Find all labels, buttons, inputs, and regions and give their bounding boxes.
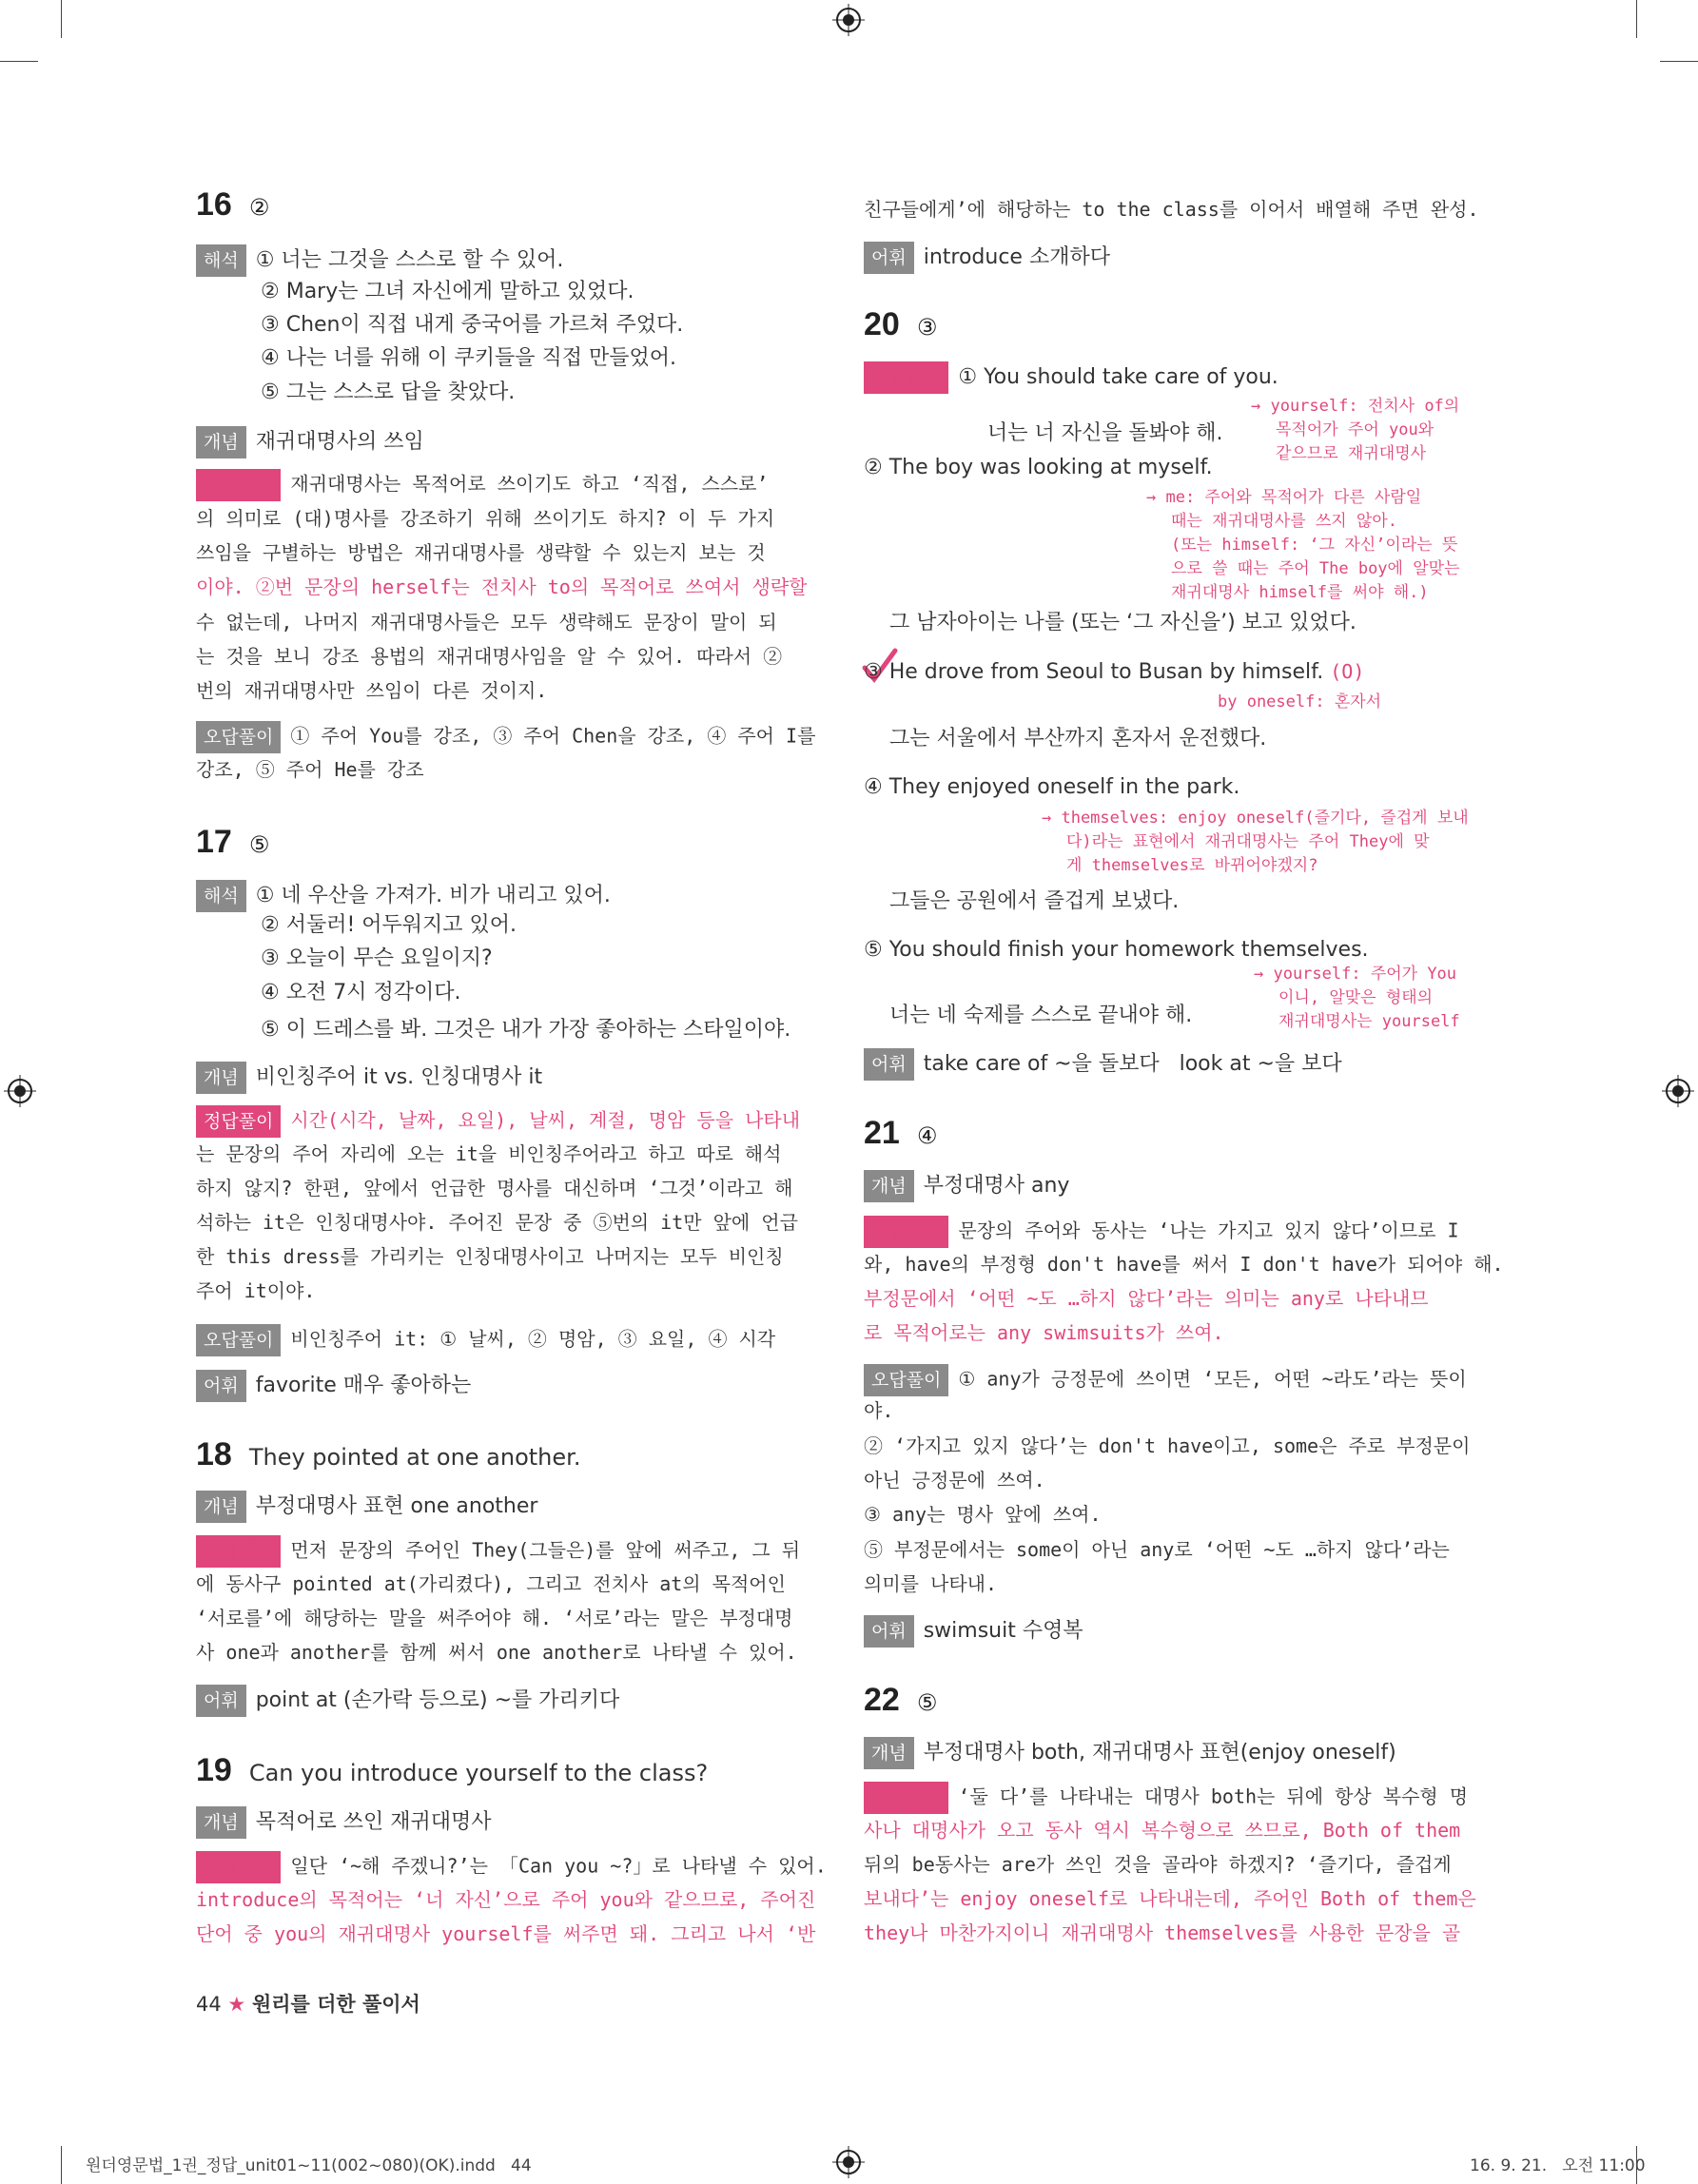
solution-line: 한 this dress를 가리키는 인칭대명사이고 나머지는 모두 비인칭 xyxy=(196,1245,784,1268)
question-answer: Can you introduce yourself to the class? xyxy=(248,1760,709,1786)
question-answer: They pointed at one another. xyxy=(248,1444,581,1471)
sentence-line: 정답풀이 ① You should take care of you. xyxy=(864,361,1278,394)
question-header xyxy=(864,1682,937,1719)
question-header xyxy=(196,1436,580,1473)
tag-concept: 개념 xyxy=(864,1170,914,1202)
tag-translation: 해석 xyxy=(196,880,246,912)
page-number: 44 xyxy=(196,1993,222,2016)
translation-line: ③ 오늘이 무슨 요일이지? xyxy=(261,946,493,970)
solution-line: 주어 it이야. xyxy=(196,1279,316,1302)
question-answer: ③ xyxy=(916,314,938,341)
question-header xyxy=(864,1115,937,1152)
wrong-line: 오답풀이 ① any가 긍정문에 쓰이면 ‘모든, 어떤 ~라도’라는 뜻이 xyxy=(864,1364,1467,1396)
sentence-translation: 그 남자아이는 나를 (또는 ‘그 자신을’) 보고 있었다. xyxy=(889,611,1356,634)
tag-wrong: 오답풀이 xyxy=(196,1324,281,1356)
tag-solution: 정답풀이 xyxy=(196,469,281,501)
solution-line: 단어 중 you의 재귀대명사 yourself를 써주면 돼. 그리고 나서 ‘반 xyxy=(196,1922,816,1945)
handwritten-note: → yourself: 전치사 of의 목적어가 주어 you와 같으므로 재귀대명사 xyxy=(1251,397,1460,463)
translation-line: ⑤ 그는 스스로 답을 찾았다. xyxy=(261,380,516,404)
solution-line: 석하는 it은 인칭대명사야. 주어진 문장 중 ⑤번의 it만 앞에 언급 xyxy=(196,1211,798,1234)
correct-mark: (O) xyxy=(1330,660,1365,683)
solution-line: 정답풀이 재귀대명사는 목적어로 쓰이기도 하고 ‘직접, 스스로’ xyxy=(196,469,768,501)
book-title: 원리를 더한 풀이서 xyxy=(251,1993,420,2016)
handwritten-note: → me: 주어와 목적어가 다른 사람일 때는 재귀대명사를 쓰지 않아. (또는 himself: ‘그 자신’이라는 뜻 으로 쓸 때는 주어 The boy에 알맞는 재귀대명사 himself를 써야 해.) xyxy=(1146,488,1460,602)
tag-solution: 정답풀이 xyxy=(864,1782,948,1814)
tag-concept: 개념 xyxy=(864,1737,914,1769)
translation-line: ④ 오전 7시 정각이다. xyxy=(261,981,461,1004)
solution-line: ‘서로를’에 해당하는 말을 써주어야 해. ‘서로’라는 말은 부정대명 xyxy=(196,1607,793,1629)
vocab-line: 어휘 point at (손가락 등으로) ~를 가리키다 xyxy=(196,1685,619,1717)
crop-mark xyxy=(1636,0,1637,38)
registration-mark-icon xyxy=(1662,1075,1694,1107)
question-header xyxy=(196,824,269,861)
solution-line: 사나 대명사가 오고 동사 역시 복수형으로 쓰므로, Both of them xyxy=(864,1819,1461,1842)
question-number: 17 xyxy=(196,824,232,860)
solution-line: 정답풀이 시간(시각, 날짜, 요일), 날씨, 계절, 명암 등을 나타내 xyxy=(196,1105,800,1138)
wrong-line: 오답풀이 비인칭주어 it: ① 날씨, ② 명암, ③ 요일, ④ 시각 xyxy=(196,1324,775,1356)
solution-line: 는 문장의 주어 자리에 오는 it을 비인칭주어라고 하고 따로 해석 xyxy=(196,1142,782,1165)
translation-line: ⑤ 이 드레스를 봐. 그것은 내가 가장 좋아하는 스타일이야. xyxy=(261,1018,791,1042)
tag-solution: 정답풀이 xyxy=(864,361,948,394)
print-file-info: 원더영문법_1권_정답_unit01~11(002~080)(OK).indd 44 xyxy=(86,2156,532,2175)
crop-mark xyxy=(61,0,62,38)
registration-mark-icon xyxy=(4,1075,36,1107)
sentence-line: ② The boy was looking at myself. xyxy=(864,456,1213,479)
solution-line: 로 목적어로는 any swimsuits가 쓰여. xyxy=(864,1321,1224,1344)
sentence-translation: 너는 너 자신을 돌봐야 해. xyxy=(987,421,1223,445)
vocab-line: 어휘 favorite 매우 좋아하는 xyxy=(196,1370,471,1402)
solution-line: 정답풀이 문장의 주어와 동사는 ‘나는 가지고 있지 않다’이므로 I xyxy=(864,1216,1459,1248)
handwritten-note: → yourself: 주어가 You 이니, 알맞은 형태의 재귀대명사는 yourself xyxy=(1254,965,1460,1031)
tag-solution: 정답풀이 xyxy=(196,1851,281,1883)
wrong-line: ③ any는 명사 앞에 쓰여. xyxy=(864,1503,1102,1526)
concept-line: 개념 재귀대명사의 쓰임 xyxy=(196,426,424,458)
handwritten-note: by oneself: 혼자서 xyxy=(1218,692,1382,712)
tag-translation: 해석 xyxy=(196,244,246,277)
question-header xyxy=(196,186,269,224)
translation-line: 해석 ① 네 우산을 가져가. 비가 내리고 있어. xyxy=(196,880,611,912)
concept-line: 개념 부정대명사 both, 재귀대명사 표현(enjoy oneself) xyxy=(864,1737,1396,1769)
wrong-line: 강조, ⑤ 주어 He를 강조 xyxy=(196,758,424,781)
question-answer: ② xyxy=(248,194,270,221)
tag-solution: 정답풀이 xyxy=(864,1216,948,1248)
tag-wrong: 오답풀이 xyxy=(864,1364,948,1396)
solution-line: 에 동사구 pointed at(가리켰다), 그리고 전치사 at의 목적어인 xyxy=(196,1572,786,1595)
wrong-line: 아닌 긍정문에 쓰여. xyxy=(864,1469,1045,1492)
translation-line: 해석 ① 너는 그것을 스스로 할 수 있어. xyxy=(196,244,563,277)
solution-line: 번의 재귀대명사만 쓰임이 다른 것이지. xyxy=(196,679,548,702)
sentence-translation: 그들은 공원에서 즐겁게 보냈다. xyxy=(889,889,1180,913)
tag-vocab: 어휘 xyxy=(196,1370,246,1402)
solution-line: introduce의 목적어는 ‘너 자신’으로 주어 you와 같으므로, 주어진 xyxy=(196,1888,816,1911)
star-icon: ★ xyxy=(227,1993,246,2016)
tag-solution: 정답풀이 xyxy=(196,1105,281,1138)
question-number: 19 xyxy=(196,1752,232,1788)
solution-line: 정답풀이 ‘둘 다’를 나타내는 대명사 both는 뒤에 항상 복수형 명 xyxy=(864,1782,1468,1814)
solution-line: 하지 않지? 한편, 앞에서 언급한 명사를 대신하며 ‘그것’이라고 해 xyxy=(196,1177,793,1199)
question-header xyxy=(196,1752,708,1789)
wrong-line: ② ‘가지고 있지 않다’는 don't have이고, some은 주로 부정문이 xyxy=(864,1434,1471,1457)
translation-line: ② 서둘러! 어두워지고 있어. xyxy=(261,913,517,937)
translation-line: ④ 나는 너를 위해 이 쿠키들을 직접 만들었어. xyxy=(261,346,676,370)
vocab-line: 어휘 take care of ~을 돌보다 look at ~을 보다 xyxy=(864,1048,1342,1081)
solution-line: 수 없는데, 나머지 재귀대명사들은 모두 생략해도 문장이 말이 되 xyxy=(196,611,777,634)
wrong-line: 오답풀이 ① 주어 You를 강조, ③ 주어 Chen을 강조, ④ 주어 I를 xyxy=(196,721,815,753)
question-answer: ④ xyxy=(916,1122,938,1149)
page-footer xyxy=(196,1990,420,2018)
solution-line: 의 의미로 (대)명사를 강조하기 위해 쓰이기도 하지? 이 두 가지 xyxy=(196,507,775,530)
registration-mark-icon xyxy=(832,4,865,36)
solution-line: 보내다’는 enjoy oneself로 나타내는데, 주어인 Both of them은 xyxy=(864,1887,1476,1910)
crop-mark xyxy=(61,2146,62,2184)
tag-vocab: 어휘 xyxy=(196,1685,246,1717)
tag-solution: 정답풀이 xyxy=(196,1535,281,1568)
tag-concept: 개념 xyxy=(196,1491,246,1523)
question-number: 20 xyxy=(864,306,900,342)
question-number: 16 xyxy=(196,186,232,223)
concept-line: 개념 부정대명사 표현 one another xyxy=(196,1491,537,1523)
solution-line: 뒤의 be동사는 are가 쓰인 것을 골라야 하겠지? ‘즐기다, 즐겁게 xyxy=(864,1853,1452,1876)
tag-wrong: 오답풀이 xyxy=(196,721,281,753)
vocab-line: 어휘 swimsuit 수영복 xyxy=(864,1615,1083,1648)
sentence-translation: 너는 네 숙제를 스스로 끝내야 해. xyxy=(889,1004,1193,1027)
tag-vocab: 어휘 xyxy=(864,242,914,274)
sentence-translation: 그는 서울에서 부산까지 혼자서 운전했다. xyxy=(889,727,1267,751)
crop-mark xyxy=(1660,61,1698,62)
question-number: 18 xyxy=(196,1436,232,1472)
tag-vocab: 어휘 xyxy=(864,1615,914,1648)
wrong-line: ⑤ 부정문에서는 some이 아닌 any로 ‘어떤 ~도 …하지 않다’라는 xyxy=(864,1538,1450,1561)
registration-mark-icon xyxy=(832,2146,865,2178)
question-number: 22 xyxy=(864,1682,900,1718)
tag-concept: 개념 xyxy=(196,426,246,458)
sentence-line: ⑤ You should finish your homework themselves. xyxy=(864,938,1369,962)
solution-line: 부정문에서 ‘어떤 ~도 …하지 않다’라는 의미는 any로 나타내므 xyxy=(864,1287,1429,1310)
concept-line: 개념 부정대명사 any xyxy=(864,1170,1069,1202)
crop-mark xyxy=(0,61,38,62)
translation-line: ② Mary는 그녀 자신에게 말하고 있었다. xyxy=(261,280,634,303)
concept-line: 개념 비인칭주어 it vs. 인칭대명사 it xyxy=(196,1062,542,1094)
question-header xyxy=(864,306,937,343)
wrong-line: 의미를 나타내. xyxy=(864,1572,998,1595)
solution-line: 친구들에게’에 해당하는 to the class를 이어서 배열해 주면 완성. xyxy=(864,198,1479,221)
solution-line: 정답풀이 일단 ‘~해 주겠니?’는 「Can you ~?」로 나타낼 수 있어. xyxy=(196,1851,827,1883)
print-date: 16. 9. 21. 오전 11:00 xyxy=(1470,2156,1646,2175)
sentence-line: ④ They enjoyed oneself in the park. xyxy=(864,775,1240,799)
solution-line: they나 마찬가지이니 재귀대명사 themselves를 사용한 문장을 골 xyxy=(864,1921,1461,1944)
solution-line: 이야. ②번 문장의 herself는 전치사 to의 목적어로 쓰여서 생략할 xyxy=(196,575,808,598)
tag-concept: 개념 xyxy=(196,1806,246,1839)
tag-vocab: 어휘 xyxy=(864,1048,914,1081)
tag-concept: 개념 xyxy=(196,1062,246,1094)
solution-line: 쓰임을 구별하는 방법은 재귀대명사를 생략할 수 있는지 보는 것 xyxy=(196,541,766,564)
solution-line: 는 것을 보니 강조 용법의 재귀대명사임을 알 수 있어. 따라서 ② xyxy=(196,645,783,668)
solution-line: 사 one과 another를 함께 써서 one another로 나타낼 수 있어. xyxy=(196,1641,797,1664)
question-answer: ⑤ xyxy=(248,831,270,858)
question-number: 21 xyxy=(864,1115,900,1151)
vocab-line: 어휘 introduce 소개하다 xyxy=(864,242,1110,274)
question-answer: ⑤ xyxy=(916,1689,938,1716)
wrong-line: 야. xyxy=(864,1399,894,1422)
translation-line: ③ Chen이 직접 내게 중국어를 가르쳐 주었다. xyxy=(261,313,684,337)
concept-line: 개념 목적어로 쓰인 재귀대명사 xyxy=(196,1806,491,1839)
solution-line: 와, have의 부정형 don't have를 써서 I don't have가 되어야 해. xyxy=(864,1253,1504,1276)
handwritten-note: → themselves: enjoy oneself(즐기다, 즐겁게 보내 다)라는 표현에서 재귀대명사는 주어 They에 맞 게 themselves로 바뀌어야겠지? xyxy=(1042,809,1469,875)
sentence-line: ③ He drove from Seoul to Busan by himself. (O) xyxy=(864,660,1365,684)
solution-line: 정답풀이 먼저 문장의 주어인 They(그들은)를 앞에 써주고, 그 뒤 xyxy=(196,1535,800,1568)
